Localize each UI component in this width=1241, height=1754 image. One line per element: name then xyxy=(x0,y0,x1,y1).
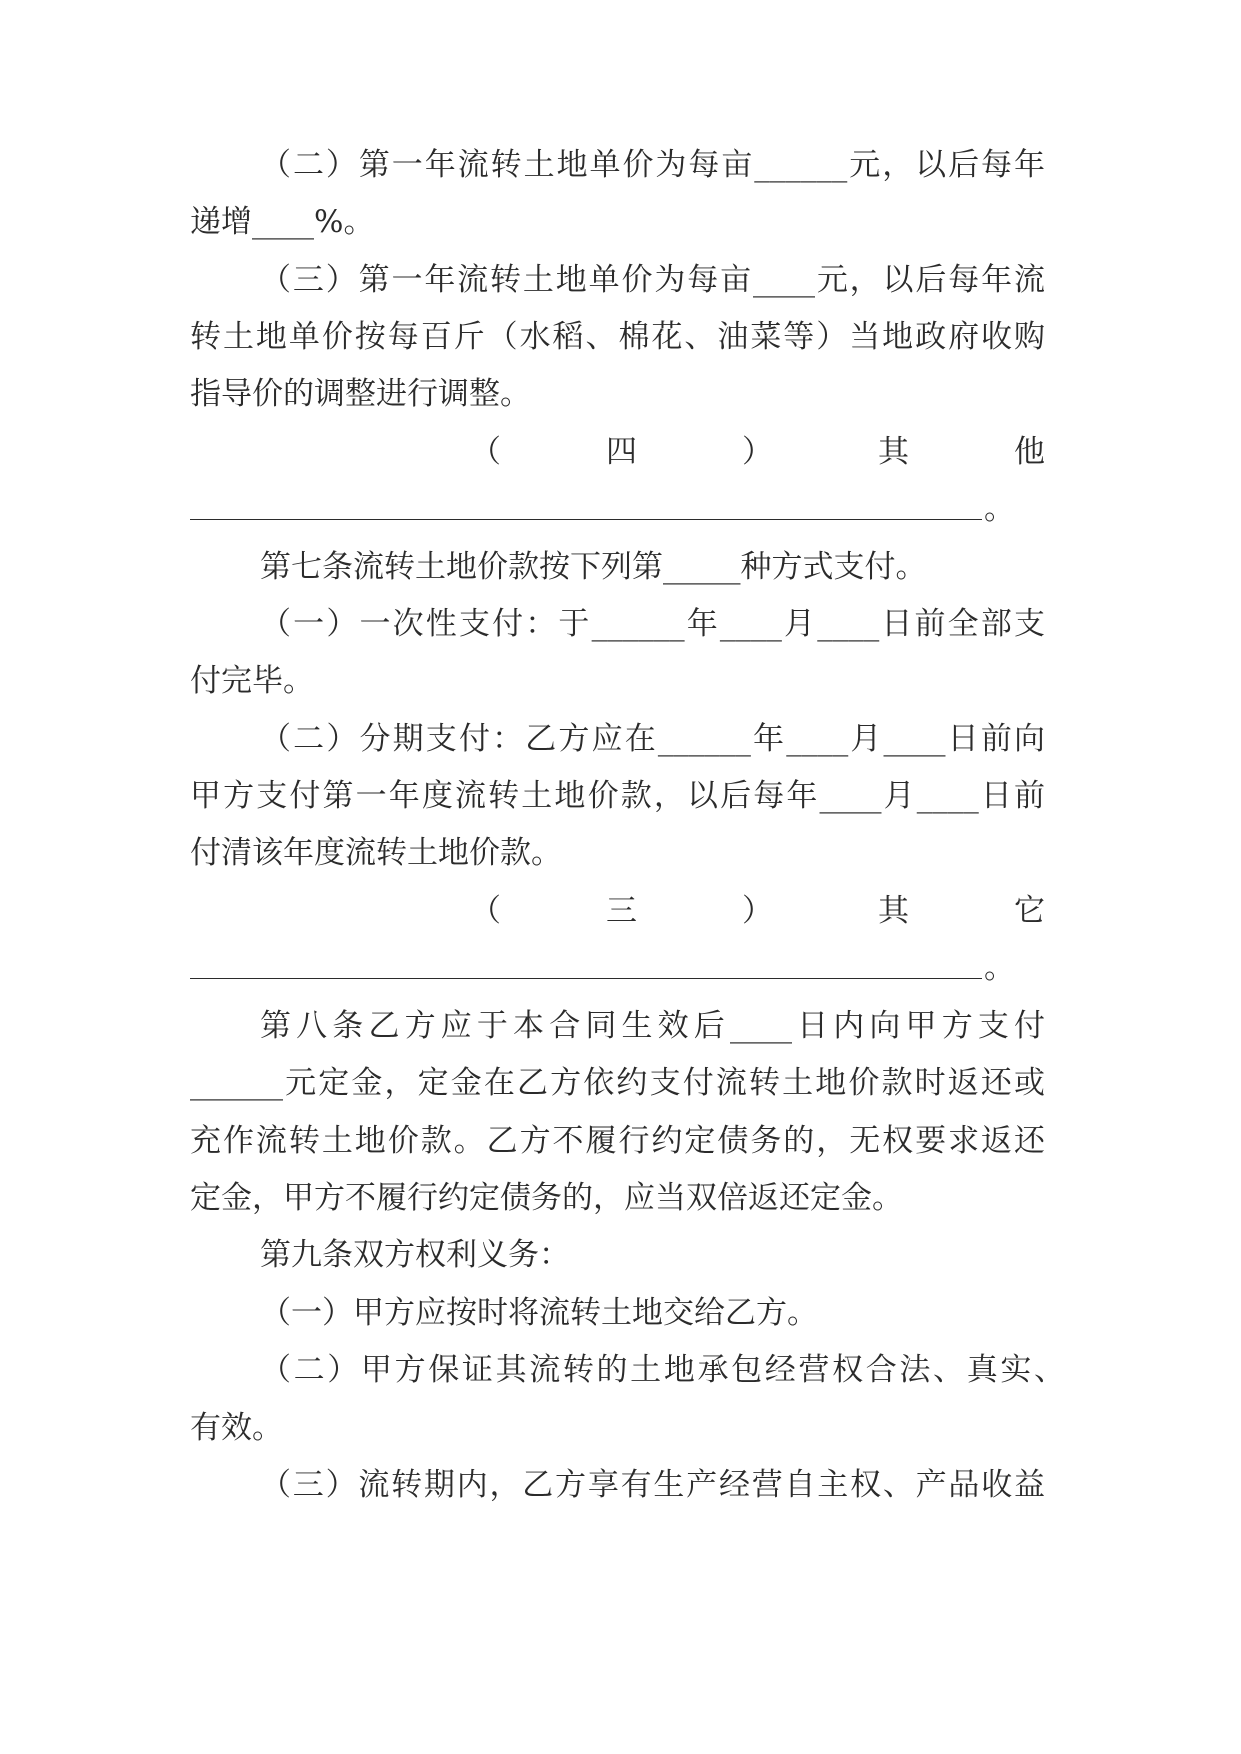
paragraph-line: 付清该年度流转土地价款。 xyxy=(190,835,562,871)
paragraph-line: （三）第一年流转土地单价为每亩____元，以后每年流 xyxy=(260,262,1045,298)
paragraph-line: （二）第一年流转土地单价为每亩______元，以后每年 xyxy=(260,147,1045,183)
period-mark: 。 xyxy=(984,491,1015,527)
spread-char: 其 xyxy=(878,893,909,929)
paragraph-line: 有效。 xyxy=(190,1410,283,1446)
paragraph-line: （一）甲方应按时将流转土地交给乙方。 xyxy=(260,1295,818,1331)
spread-char: 其 xyxy=(878,434,909,470)
blank-underline xyxy=(190,519,982,520)
paragraph-line: ______元定金，定金在乙方依约支付流转土地价款时返还或 xyxy=(190,1065,1045,1101)
spread-char: 四 xyxy=(606,434,637,470)
spread-char: 他 xyxy=(1014,434,1045,470)
article-9-heading: 第九条双方权利义务： xyxy=(260,1237,570,1273)
spread-char: ） xyxy=(742,893,773,929)
paragraph-line: 递增____%。 xyxy=(190,204,375,240)
paragraph-line: （一）一次性支付：于______年____月____日前全部支 xyxy=(260,606,1045,642)
paragraph-line: 付完毕。 xyxy=(190,663,314,699)
paragraph-line: 甲方支付第一年度流转土地价款，以后每年____月____日前 xyxy=(190,778,1045,814)
paragraph-line: （三）流转期内，乙方享有生产经营自主权、产品收益 xyxy=(260,1467,1045,1503)
spread-char: 三 xyxy=(606,893,637,929)
spread-heading-other xyxy=(470,891,1045,931)
paragraph-line: （二）分期支付：乙方应在______年____月____日前向 xyxy=(260,721,1045,757)
fill-in-rule-line xyxy=(190,489,1045,529)
paragraph-line: 指导价的调整进行调整。 xyxy=(190,376,531,412)
period-mark: 。 xyxy=(984,950,1015,986)
spread-char: 它 xyxy=(1014,893,1045,929)
paragraph-line: 定金，甲方不履行约定债务的，应当双倍返还定金。 xyxy=(190,1180,903,1216)
spread-char: （ xyxy=(470,434,501,470)
spread-char: ） xyxy=(742,434,773,470)
spread-heading-other xyxy=(470,432,1045,472)
paragraph-line: （二）甲方保证其流转的土地承包经营权合法、真实、 xyxy=(260,1352,1065,1388)
article-8-line: 第八条乙方应于本合同生效后____日内向甲方支付 xyxy=(260,1008,1045,1044)
blank-underline xyxy=(190,978,982,979)
spread-char: （ xyxy=(470,893,501,929)
paragraph-line: 转土地单价按每百斤（水稻、棉花、油菜等）当地政府收购 xyxy=(190,319,1045,355)
fill-in-rule-line xyxy=(190,948,1045,988)
paragraph-line: 充作流转土地价款。乙方不履行约定债务的，无权要求返还 xyxy=(190,1123,1045,1159)
article-7-heading: 第七条流转土地价款按下列第_____种方式支付。 xyxy=(260,549,927,585)
